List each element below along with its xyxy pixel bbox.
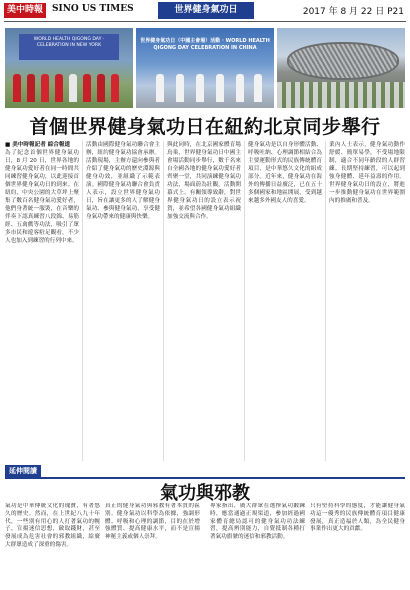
- photo-new-york-event: [5, 28, 133, 108]
- participant-figure: [69, 74, 77, 102]
- related-text: 真正的健身氣功與邪教有著本質的區別。健身氣功以科學為依據，強調形體、呼吸和心理的調節，目的在於增強體質、提高健康水平，而不是宣揚神秘主義或個人崇拜。: [105, 503, 200, 541]
- related-column-2: [105, 503, 200, 587]
- participant-figure: [196, 74, 204, 102]
- page-header: [0, 0, 410, 22]
- related-headline: 氣功與邪教: [160, 483, 250, 504]
- article-text: 為了紀念首個世界健身氣功日，8 月 20 日，世界各地的健身氣功愛好者在同一時間共同練習健身氣功，以此迎接首個世界健身氣功日的到來。在紐約，中央公園的大草坪上聚集了數百名健身氣功愛好者，他們身著統一服裝，在音樂的伴奏下認真練習八段錦、易筋經、五禽戲等功法，吸引了眾多市民和遊客駐足觀看，不少人也加入到練習的行列中來。: [5, 150, 79, 244]
- related-column-1: [5, 503, 100, 587]
- article-column-3: [167, 141, 241, 461]
- article-column-2: [86, 141, 160, 461]
- column-divider: [244, 141, 245, 461]
- participant-figure: [13, 74, 21, 102]
- dateline: [303, 4, 404, 17]
- article-text: 健身氣功是以自身形體活動、呼吸吐納、心理調節相結合為主要運動形式的民族傳統體育項目，是中華悠久文化的組成部分。近年來，健身氣功在海外的傳播日益廣泛，已在五十多個國家和地區開展，受到越來越多外國友人的喜愛。: [248, 142, 322, 204]
- related-section-header: [5, 465, 405, 479]
- event-banner-ny: WORLD HEALTH QIGONG DAY · CELEBRATION IN NEW YORK: [19, 34, 119, 60]
- page-number: P21: [387, 7, 404, 17]
- participant-figure: [83, 74, 91, 102]
- issue-date: 2017 年 8 月 22 日: [302, 7, 385, 17]
- article-text: 活動由國際健身氣功聯合會主辦，紐約健身氣功協會承辦。活動現場，主辦方還向參與者介紹了健身氣功的歷史淵源與健身功效，並組織了示範表演。國際健身氣功聯合會負責人表示，設立世界健身氣功日，旨在讓更多的人了解健身氣功、參與健身氣功，享受健身氣功帶來的健康與快樂。: [86, 142, 160, 220]
- related-section-tag: 延伸閱讀: [5, 465, 41, 477]
- header-divider: [4, 21, 406, 22]
- participant-figure: [55, 74, 63, 102]
- article-byline: ■ 美中時報記者 綜合報道: [5, 142, 71, 148]
- article-column-1: [5, 141, 79, 461]
- article-column-5: [329, 141, 405, 461]
- related-text: 專家指出，廣大群眾在選擇氣功鍛鍊時，應當通過正規渠道，參加經過國家體育總局認可的健身氣功功法練習，提高辨別能力，自覺抵制各種打著氣功旗號的迷信和邪教活動。: [210, 503, 305, 541]
- participant-figure: [111, 74, 119, 102]
- column-divider: [325, 141, 326, 461]
- participant-figure: [216, 74, 224, 102]
- participant-figure: [236, 74, 244, 102]
- participant-figure: [27, 74, 35, 102]
- brand-logo-cn: 美中時報: [4, 3, 46, 18]
- participant-figure: [97, 74, 105, 102]
- main-headline: 首個世界健身氣功日在紐約北京同步舉行: [29, 116, 381, 138]
- article-text: 業內人士表示，健身氣功動作舒緩、簡單易學，不受場地限制，適合不同年齡段的人群習練。長期堅持練習，可以起到強身健體、延年益壽的作用。世界健身氣功日的設立，將進一步推動健身氣功在世界範圍內的推廣和普及。: [329, 142, 405, 204]
- article-text: 與此同時，在北京國家體育場鳥巢，世界健身氣功日中國主會場活動同步舉行，數千名來自全國各地的健身氣功愛好者齊聚一堂，共同演練健身氣功功法，場面蔚為壯觀。活動開幕式上，有關領導致辭，對世界健身氣功日的設立表示祝賀，並希望各國健身氣功組織加強交流與合作。: [167, 142, 241, 220]
- related-column-3: [210, 503, 305, 587]
- participant-figure: [176, 74, 184, 102]
- brand-name-en: SINO US TIMES: [52, 4, 134, 14]
- column-divider: [163, 141, 164, 461]
- stadium-illustration: [287, 42, 399, 80]
- related-text: 氣功是中華傳統文化的瑰寶，有著悠久的歷史。然而，在上世紀八九十年代，一些別有用心的人打著氣功的幌子，宣揚迷信思想，斂取錢財，甚至發展成為危害社會的邪教組織，給廣大群眾造成了深重的傷害。: [5, 503, 100, 548]
- column-divider: [82, 141, 83, 461]
- related-text: 只有堅持科學的態度，才能讓健身氣功這一優秀的民族傳統體育項目健康發展，真正造福於人類，為全民健身事業作出更大的貢獻。: [310, 503, 405, 533]
- event-banner-china: 世界健身氣功日（中國主會場）活動 · WORLD HEALTH QIGONG DAY CELEBRATION IN CHINA: [140, 38, 270, 51]
- participant-figure: [41, 74, 49, 102]
- crowd-rows: [277, 82, 405, 108]
- participant-figure: [254, 74, 262, 102]
- article-column-4: [248, 141, 322, 461]
- section-label: 世界健身氣功日: [158, 2, 254, 19]
- related-column-4: [310, 503, 405, 587]
- participant-figure: [156, 74, 164, 102]
- photo-china-event: [136, 28, 274, 108]
- photo-birds-nest-stadium: [277, 28, 405, 108]
